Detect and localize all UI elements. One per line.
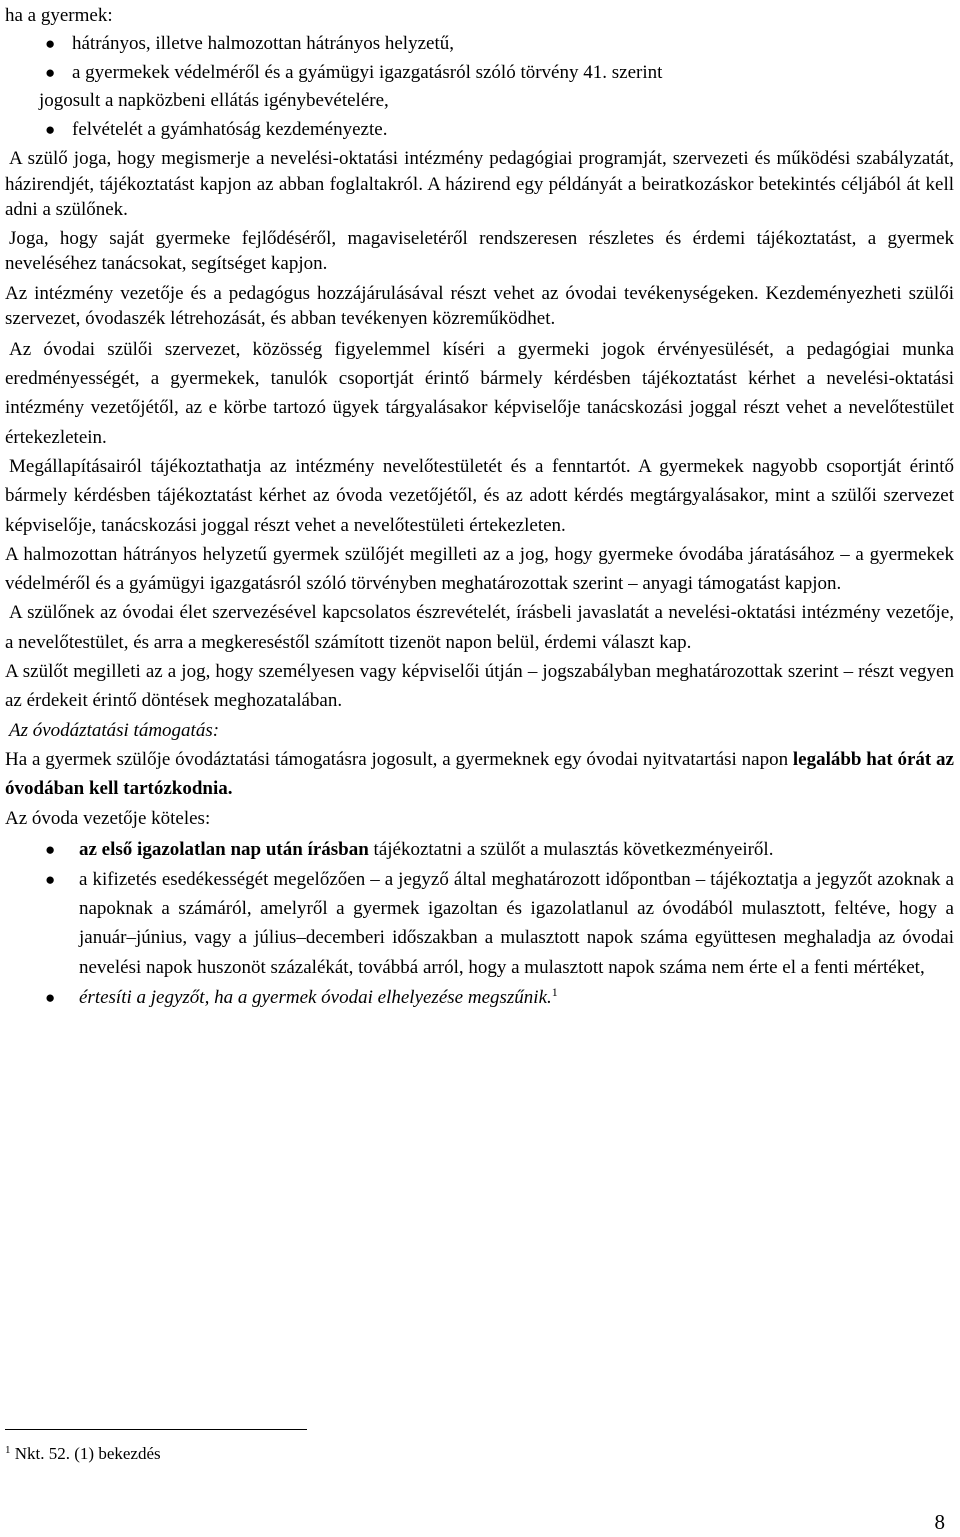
paragraph-information: Joga, hogy saját gyermeke fejlődéséről, magaviseletéről rendszeresen részletes és érdemi tájékoztatást, a gyermek neveléséhez tanácsokat, segítséget kapjon. bbox=[5, 227, 954, 275]
document-body bbox=[5, 0, 954, 1012]
bullet-icon: ● bbox=[45, 119, 56, 139]
bullet-icon: ● bbox=[45, 34, 56, 54]
paragraph-support: A halmozottan hátrányos helyzetű gyermek szülőjét megilleti az a jog, hogy gyermeke óvodába járatásához – a gyermekek védelméről és a gyámügyi igazgatásról szóló törvényben meghatározottak szerint – anyagi támogatást kapjon. bbox=[5, 543, 954, 595]
bullet-icon: ● bbox=[45, 987, 56, 1007]
list-item: ● felvételét a gyámhatóság kezdeményezte. bbox=[5, 116, 954, 145]
paragraph-findings: Megállapításairól tájékoztathatja az intézmény nevelőtestületét és a fenntartót. A gyermekek nagyobb csoportját érintő bármely kérdésben tájékoztatást kérhet az óvoda vezetőjétől, és az adott kérdés megtárgyalásakor, mint a szülői szervezet képviselője, tanácskozási joggal részt vehet a nevelőtestületi értekezleten. bbox=[5, 455, 954, 536]
footnote: $^1$ Nkt. 52. (1) bekezdés bbox=[5, 1444, 161, 1463]
footnote-reference[interactable]: 1 bbox=[551, 984, 558, 999]
list-item-continuation: jogosult a napközbeni ellátás igénybevételére, bbox=[39, 90, 389, 112]
list-item: ● értesíti a jegyzőt, ha a gyermek óvodai elhelyezése megszűnik.$^1$ bbox=[5, 983, 954, 1012]
duties-list bbox=[5, 835, 954, 1012]
footnote-divider bbox=[5, 1429, 307, 1430]
paragraph-participation: Az intézmény vezetője és a pedagógus hozzájárulásával részt vehet az óvodai tevékenységeken. Kezdeményezheti szülői szervezet, óvodaszék létrehozását, és abban tevékenyen közreműködhet. bbox=[5, 282, 954, 330]
bullet-icon: ● bbox=[45, 839, 56, 859]
paragraph-parent-organization: Az óvodai szülői szervezet, közösség figyelemmel kíséri a gyermeki jogok érvényesülését, a pedagógiai munka eredményességét, a gyermekek, tanulók csoportját érintő bármely kérdésben tájékoztatást kérhet a nevelési-oktatási intézmény vezetőjétől, az e körbe tartozó ügyek tárgyalásakor képviselője tanácskozási joggal részt vehet a nevelőtestület értekezletein. bbox=[5, 338, 954, 448]
section-title: Az óvodáztatási támogatás: bbox=[9, 719, 220, 741]
list-item: ● a gyermekek védelméről és a gyámügyi igazgatásról szóló törvény 41. szerint bbox=[5, 59, 954, 88]
paragraph-kindergarten-support: Ha a gyermek szülője óvodáztatási támogatásra jogosult, a gyermeknek egy óvodai nyitvatartási napon legalább hat órát az óvodában kell tartózkodnia. bbox=[5, 748, 954, 800]
list-item: ● hátrányos, illetve halmozottan hátrányos helyzetű, bbox=[5, 30, 954, 59]
paragraph-director-duties: Az óvoda vezetője köteles: bbox=[5, 807, 211, 829]
paragraph-parent-rights: A szülő joga, hogy megismerje a nevelési-oktatási intézmény pedagógiai programját, szervezeti és működési szabályzatát, házirendjét, tájékoztatást kapjon az abban foglaltakról. A házirend egy példányát a beiratkozáskor betekintés céljából át kell adni a szülőnek. bbox=[5, 148, 954, 221]
bullet-icon: ● bbox=[45, 870, 56, 890]
paragraph-suggestions: A szülőnek az óvodai élet szervezésével kapcsolatos észrevételét, írásbeli javaslatát a nevelési-oktatási intézmény vezetője, a nevelőtestület, és arra a megkereséstől számított tizenöt napon belül, érdemi választ kap. bbox=[5, 602, 954, 653]
bullet-icon: ● bbox=[45, 62, 56, 82]
intro-line: ha a gyermek: bbox=[5, 5, 113, 26]
eligibility-list bbox=[5, 30, 954, 144]
list-item: ● az első igazolatlan nap után írásban tájékoztatni a szülőt a mulasztás következményeiről. bbox=[5, 835, 954, 864]
paragraph-decisions: A szülőt megilleti az a jog, hogy személyesen vagy képviselői útján – jogszabályban meghatározottak szerint – részt vegyen az érdekeit érintő döntések meghozatalában. bbox=[5, 661, 954, 712]
list-item: ● a kifizetés esedékességét megelőzően – a jegyző által meghatározott időpontban – tájékoztatja a jegyzőt azoknak a napoknak a számáról, amelyről a gyermek igazoltan és igazolatlanul az óvodából mulasztott, feltéve, hogy a január–június, vagy a július–decemberi időszakban a mulasztott napok száma együttesen meghaladja az óvodai nevelési napok huszonöt százalékát, továbbá arról, hogy a mulasztott napok száma nem érte el a fenti mértéket, bbox=[5, 865, 954, 982]
page-number: 8 bbox=[934, 1510, 945, 1534]
